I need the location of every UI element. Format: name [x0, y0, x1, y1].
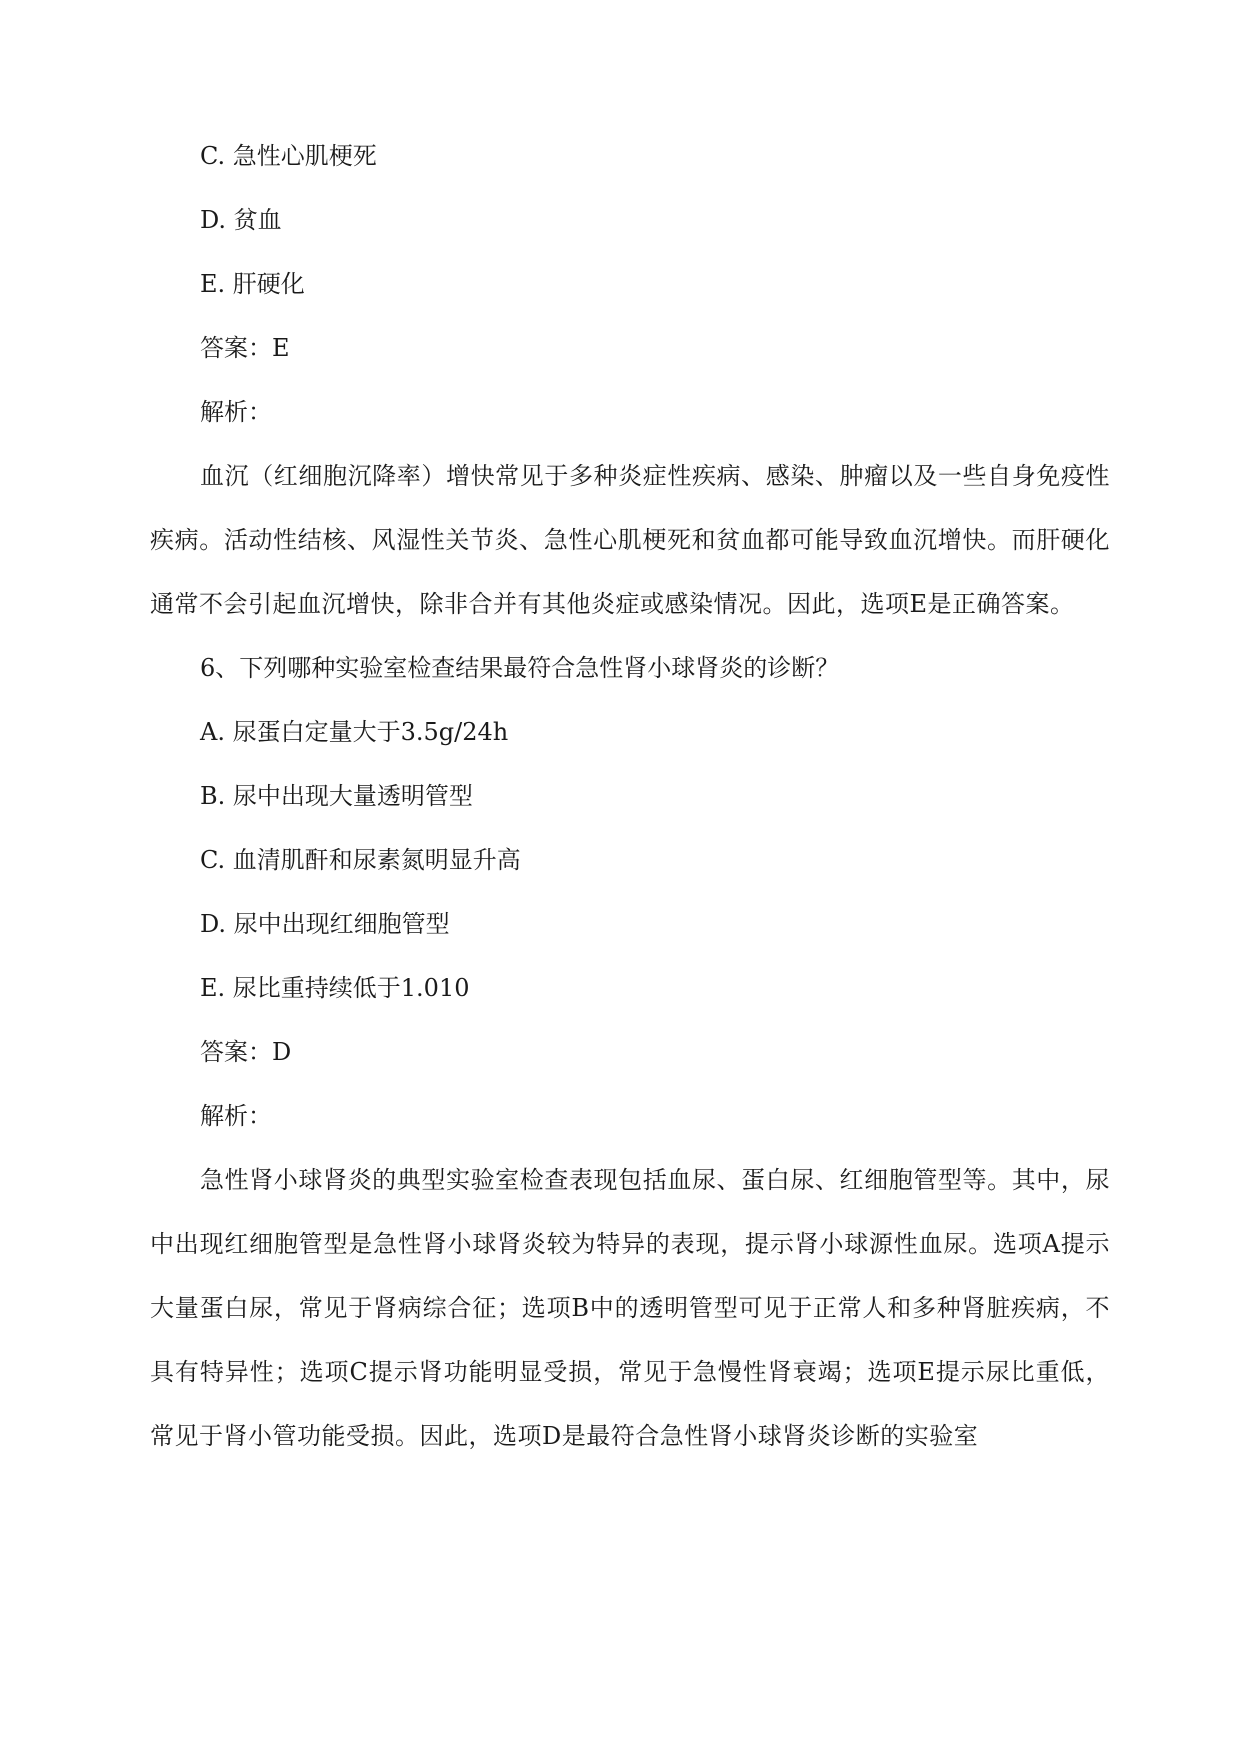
analysis-label: 解析：	[200, 398, 272, 426]
option-a: A. 尿蛋白定量大于3.5g/24h	[200, 718, 509, 746]
option-d: D. 尿中出现红细胞管型	[200, 910, 450, 938]
option-e: E. 肝硬化	[200, 270, 305, 298]
analysis-label: 解析：	[200, 1102, 272, 1130]
analysis-text: 血沉（红细胞沉降率）增快常见于多种炎症性疾病、感染、肿瘤以及一些自身免疫性疾病。活动性结核、风湿性关节炎、急性心肌梗死和贫血都可能导致血沉增快。而肝硬化通常不会引起血沉增快，除非合并有其他炎症或感染情况。因此，选项E是正确答案。	[150, 462, 1110, 618]
option-c: C. 急性心肌梗死	[200, 142, 377, 170]
option-d: D. 贫血	[200, 206, 282, 234]
analysis-text: 急性肾小球肾炎的典型实验室检查表现包括血尿、蛋白尿、红细胞管型等。其中，尿中出现红细胞管型是急性肾小球肾炎较为特异的表现，提示肾小球源性血尿。选项A提示大量蛋白尿，常见于肾病综合征；选项B中的透明管型可见于正常人和多种肾脏疾病，不具有特异性；选项C提示肾功能明显受损，常见于急慢性肾衰竭；选项E提示尿比重低，常见于肾小管功能受损。因此，选项D是最符合急性肾小球肾炎诊断的实验室	[150, 1166, 1110, 1450]
question-stem: 6、下列哪种实验室检查结果最符合急性肾小球肾炎的诊断？	[200, 654, 840, 682]
document-page	[150, 140, 1110, 1484]
answer: 答案：E	[200, 334, 290, 362]
answer: 答案：D	[200, 1038, 292, 1066]
option-b: B. 尿中出现大量透明管型	[200, 782, 473, 810]
option-c: C. 血清肌酐和尿素氮明显升高	[200, 846, 521, 874]
option-e: E. 尿比重持续低于1.010	[200, 974, 470, 1002]
